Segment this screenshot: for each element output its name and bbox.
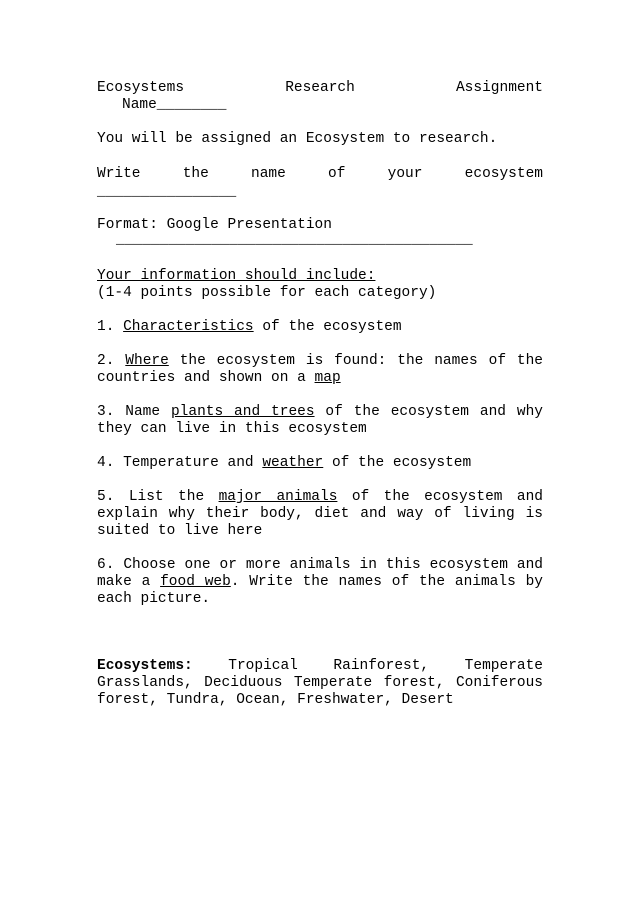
item-number: 3. Name	[97, 404, 171, 420]
item-keyword-weather: weather	[262, 455, 324, 471]
write-word: name	[251, 166, 286, 182]
write-word: Write	[97, 166, 141, 182]
write-name-instruction	[97, 166, 543, 183]
info-heading-text: Your information should include:	[97, 268, 376, 284]
item-keyword-where: Where	[125, 353, 169, 369]
list-item-6	[97, 557, 543, 608]
item-number: 2.	[97, 353, 126, 369]
item-keyword-food-web: food web	[160, 574, 231, 590]
ecosystems-options: Tropical Rainforest, Temperate Grasslands, Deciduous Temperate forest, Coniferous forest, Tundra, Ocean, Freshwater, Desert	[97, 658, 543, 708]
item-text: of the ecosystem	[253, 319, 402, 335]
ecosystem-name-blank: ________________	[97, 184, 237, 200]
item-keyword-map: map	[314, 370, 341, 386]
item-number: 4. Temperature and	[97, 455, 263, 471]
item-text: of the ecosystem and explain why their body, diet and way of living is suited to live here	[97, 489, 543, 539]
item-text: . Write the names of the animals by each picture.	[97, 574, 543, 607]
title-word-ecosystems: Ecosystems	[97, 80, 185, 96]
item-keyword-major-animals: major animals	[218, 489, 338, 505]
item-text: the ecosystem is found: the names of the countries and shown on a	[97, 353, 544, 386]
item-keyword-characteristics: Characteristics	[123, 319, 254, 335]
item-text: of the ecosystem	[323, 455, 472, 471]
assigned-instruction: You will be assigned an Ecosystem to research.	[97, 131, 498, 147]
item-text: of the ecosystem and why they can live in this ecosystem	[97, 404, 543, 437]
list-item-3	[97, 404, 543, 438]
ecosystems-label: Ecosystems:	[97, 658, 193, 674]
write-word: your	[387, 166, 423, 182]
list-item-1	[97, 319, 543, 336]
points-note: (1-4 points possible for each category)	[97, 285, 437, 301]
info-heading	[97, 268, 543, 285]
item-number: 6. Choose one or more animals in this ecosystem and make a	[97, 557, 543, 590]
item-number: 1.	[97, 319, 124, 335]
format-blank: _________________________________________	[116, 232, 473, 248]
format-line: Format: Google Presentation	[97, 217, 332, 233]
document-title	[97, 80, 543, 97]
ecosystems-list	[97, 658, 543, 709]
write-word: ecosystem	[464, 166, 543, 182]
name-field: Name________	[122, 97, 227, 113]
list-item-2	[97, 353, 543, 387]
item-number: 5. List the	[97, 489, 219, 505]
list-item-5	[97, 489, 543, 540]
list-item-4	[97, 455, 543, 472]
title-word-assignment: Assignment	[455, 80, 543, 96]
write-word: of	[328, 166, 346, 182]
item-keyword-plants-trees: plants and trees	[170, 404, 315, 420]
title-word-research: Research	[285, 80, 355, 96]
write-word: the	[182, 166, 209, 182]
